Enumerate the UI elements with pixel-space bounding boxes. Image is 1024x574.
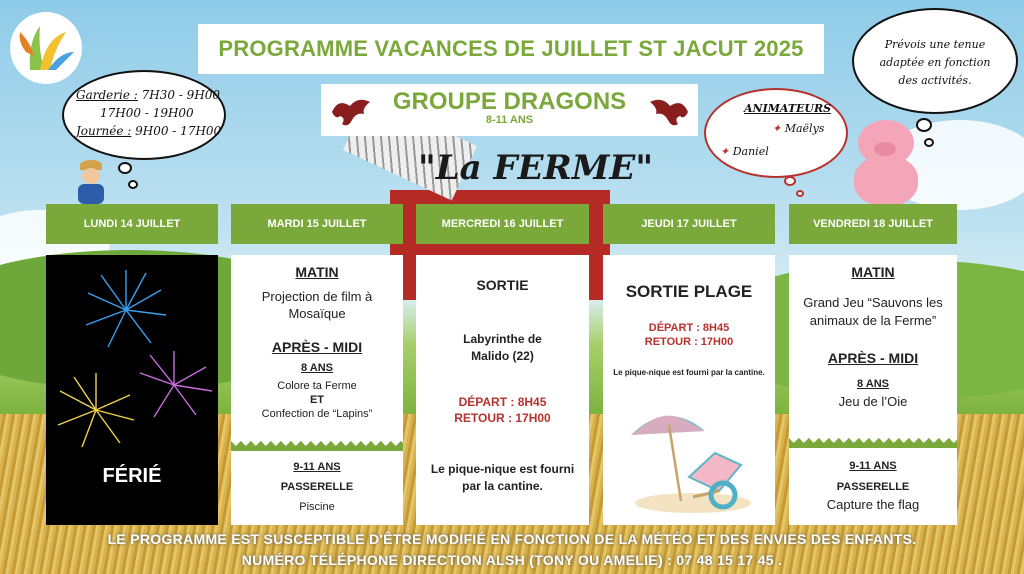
beach-umbrella-icon <box>627 405 757 515</box>
journee-label: Journée : <box>76 124 132 138</box>
pig-illustration <box>852 120 922 206</box>
friday-age-8: 8 ANS <box>857 378 889 390</box>
day-header-friday: VENDREDI 18 JUILLET <box>789 204 957 244</box>
farmer-illustration <box>68 160 118 206</box>
friday-activity-8: Jeu de l’Oie <box>838 394 908 409</box>
program-title-banner <box>198 24 824 74</box>
friday-morning-activity: Grand Jeu “Sauvons les animaux de la Ferme” <box>803 295 943 328</box>
section-divider <box>231 441 403 451</box>
tuesday-activity-9-11: Piscine <box>299 501 335 513</box>
bubble-tail <box>784 176 796 186</box>
bubble-tail <box>128 180 138 189</box>
day-header-tuesday: MARDI 15 JUILLET <box>231 204 403 244</box>
tuesday-activity-8b: Confection de “Lapins” <box>261 408 373 420</box>
wednesday-picnic: Le pique-nique est fourni par la cantine. <box>430 462 575 493</box>
tip-text: Prévois une tenue adaptée en fonction des activités. <box>879 38 991 87</box>
friday-card <box>789 255 957 525</box>
tuesday-card <box>231 255 403 525</box>
day-header-thursday: JEUDI 17 JUILLET <box>603 204 775 244</box>
group-name: GROUPE DRAGONS <box>392 88 627 115</box>
friday-passerelle: PASSERELLE <box>836 481 910 493</box>
leaf-logo-icon <box>10 12 82 84</box>
program-title: PROGRAMME VACANCES DE JUILLET ST JACUT 2025 <box>218 36 804 61</box>
animateur-1: ✦ Maëlys <box>772 122 825 135</box>
tuesday-age-8: 8 ANS <box>301 362 333 374</box>
day-header-monday: LUNDI 14 JUILLET <box>46 204 218 244</box>
logo <box>10 12 82 84</box>
wednesday-depart: DÉPART : 8H45 <box>458 395 547 409</box>
hours-text <box>76 86 221 140</box>
section-divider <box>789 438 957 448</box>
fireworks-icon <box>46 255 218 455</box>
tuesday-et: ET <box>309 394 325 406</box>
ferie-label: FÉRIÉ <box>102 465 162 487</box>
garderie-morning: 7H30 - 9H00 <box>141 88 221 102</box>
bubble-tail <box>924 138 934 147</box>
thursday-picnic: Le pique-nique est fourni par la cantine. <box>613 368 765 377</box>
thursday-retour: RETOUR : 17H00 <box>644 336 734 348</box>
wednesday-retour: RETOUR : 17H00 <box>454 411 551 425</box>
dragon-icon <box>328 94 374 130</box>
thursday-title: SORTIE PLAGE <box>625 282 753 301</box>
tuesday-morning-activity: Projection de film à Mosaïque <box>261 289 373 321</box>
friday-afternoon-title: APRÈS - MIDI <box>827 350 919 366</box>
monday-card <box>46 255 218 525</box>
thursday-depart: DÉPART : 8H45 <box>648 322 730 334</box>
age-range: 8-11 ANS <box>485 114 534 126</box>
friday-activity-9-11: Capture the flag <box>826 497 920 512</box>
friday-age-9-11: 9-11 ANS <box>849 460 897 472</box>
day-header-wednesday: MERCREDI 16 JUILLET <box>416 204 589 244</box>
garderie-label: Garderie : <box>76 88 138 102</box>
animateurs-label: ANIMATEURS <box>744 102 832 115</box>
group-banner <box>321 84 698 136</box>
animateur-2: ✦ Daniel <box>720 145 769 158</box>
footer-phone: NUMÉRO TÉLÉPHONE DIRECTION ALSH (TONY OU AMELIE) : 07 48 15 17 45 . <box>241 552 783 568</box>
wednesday-card <box>416 255 589 525</box>
journee-hours: 9H00 - 17H00 <box>135 124 222 138</box>
dragon-icon <box>646 94 692 130</box>
tuesday-activity-8a: Colore ta Ferme <box>277 380 357 392</box>
thursday-card <box>603 255 775 525</box>
bubble-tail <box>796 190 804 197</box>
wednesday-title: SORTIE <box>476 277 529 293</box>
tuesday-passerelle: PASSERELLE <box>280 481 354 493</box>
footer-disclaimer: LE PROGRAMME EST SUSCEPTIBLE D'ÊTRE MODIFIÉ EN FONCTION DE LA MÉTÉO ET DES ENVIES DES ENFANTS. <box>107 531 917 547</box>
bubble-tail <box>118 162 132 174</box>
tuesday-morning-title: MATIN <box>295 264 339 280</box>
garderie-evening: 17H00 - 19H00 <box>100 106 194 120</box>
tuesday-age-9-11: 9-11 ANS <box>293 461 341 473</box>
wednesday-place: Labyrinthe de Malido (22) <box>463 332 542 363</box>
friday-morning-title: MATIN <box>851 264 895 280</box>
theme-title: "La FERME" <box>418 148 654 188</box>
tuesday-afternoon-title: APRÈS - MIDI <box>271 339 363 355</box>
